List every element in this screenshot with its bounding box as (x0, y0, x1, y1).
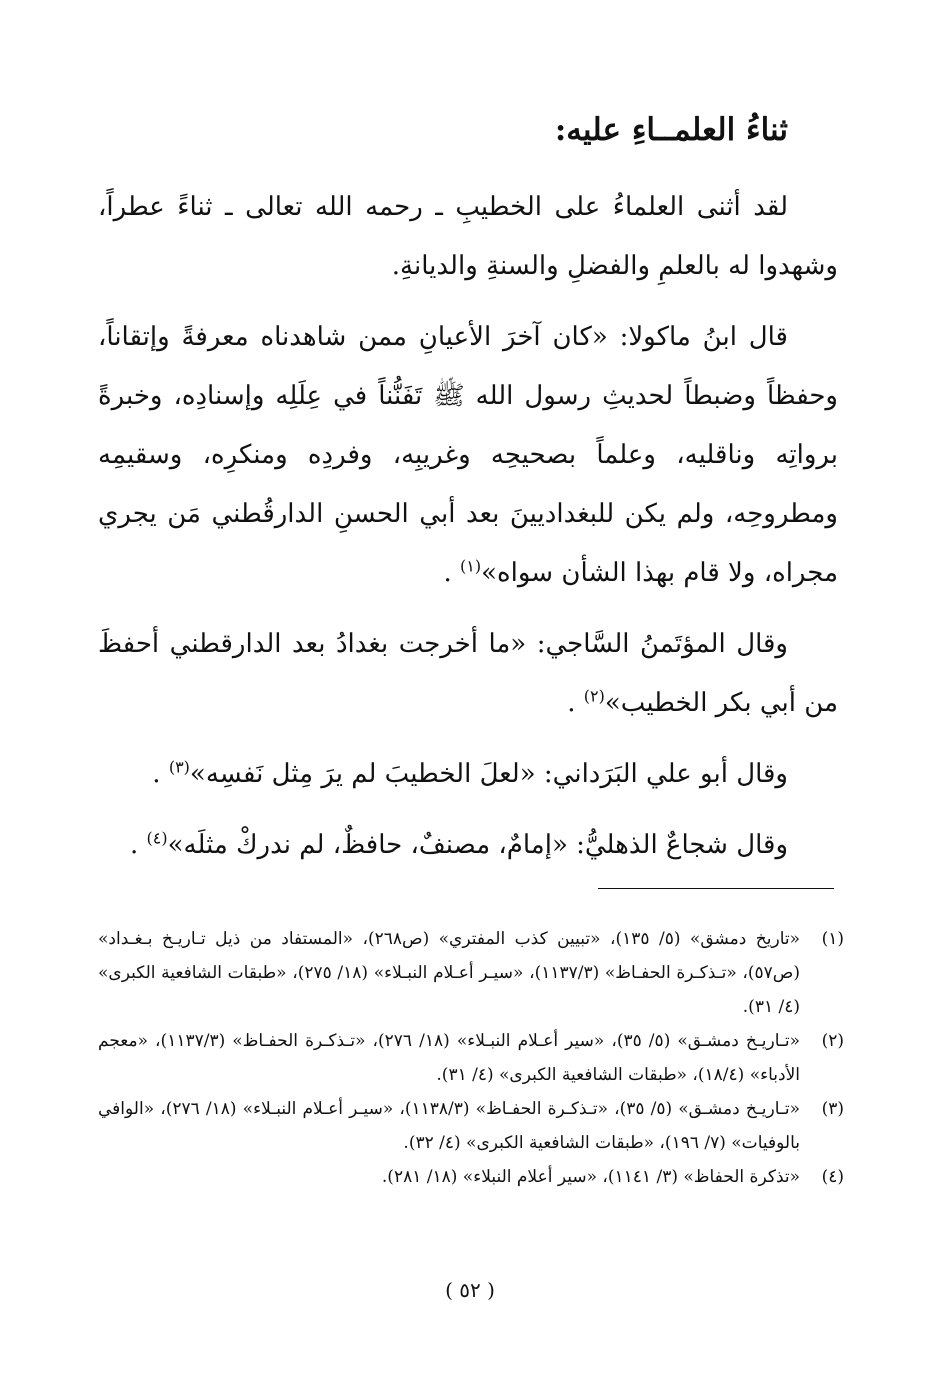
footnote-item (98, 922, 844, 1024)
footnote-item (98, 1024, 844, 1092)
footnote-number: (٢) (821, 1031, 844, 1051)
footnote-text: «تذكرة الحفاظ» (٣/ ١١٤١)، «سير أعلام النبلاء» (١٨/ ٢٨١). (381, 1167, 800, 1187)
footnote-text: «تـاريـخ دمشـق» (٥/ ٣٥)، «سير أعـلام النبـلاء» (١٨/ ٢٧٦)، «تـذكـرة الحفـاظ» (١١٣٧/٣)، «معجم الأدباء» (١٨/٤)، «طبقات الشافعية الكبرى» (٤/ ٣١). (98, 1031, 801, 1085)
paragraph-end-mark: . (567, 688, 576, 718)
paragraph-saji (98, 615, 838, 733)
paragraph-dhuhli (98, 816, 838, 875)
footnote-text: «تاريخ دمشق» (٥/ ١٣٥)، «تبيين كذب المفتري» (ص٢٦٨)، «المستفاد من ذيل تـاريـخ بـغـداد» (ص٥٧)، «تـذكـرة الحفـاظ» (١١٣٧/٣)، «سيـر أعـلام النبـلاء» (١٨/ ٢٧٥)، «طبقات الشافعية الكبرى» (٤/ ٣١). (98, 929, 801, 1017)
paragraph-end-mark: . (443, 558, 452, 588)
paragraph-intro (98, 178, 838, 296)
paragraph-bardani (98, 745, 838, 804)
footnote-reference: (٤) (146, 828, 168, 848)
section-heading: ثناءُ العلمــاءِ عليه: (554, 112, 788, 148)
paragraph-text: قال ابنُ ماكولا: «كان آخرَ الأعيانِ ممن شاهدناه معرفةً وإتقاناً، وحفظاً وضبطاً لحديثِ رسول الله ﷺ تَفَنُّناً في عِلَلِه وإسنادِه، وخبرةً برواتِه وناقليه، وعلماً بصحيحِه وغريبِه، وفردِه ومنكرِه، وسقيمِه ومطروحِه، ولم يكن للبغداديينَ بعد أبي الحسنِ الدارقُطني مَن يجري مجراه، ولا قام بهذا الشأن سواه» (98, 322, 838, 588)
footnote-reference: (٣) (168, 757, 190, 777)
paragraph-end-mark: . (152, 759, 161, 789)
footnote-number: (٣) (821, 1099, 844, 1119)
paragraph-ibn-makula (98, 308, 838, 603)
paragraph-text: وقال المؤتَمنُ السَّاجي: «ما أخرجت بغدادُ بعد الدارقطني أحفظَ من أبي بكر الخطيب» (98, 629, 838, 718)
page-number: ( ٥٢ ) (445, 1278, 495, 1302)
footnote-reference: (٢) (583, 686, 605, 706)
footnote-separator (598, 888, 834, 889)
footnote-reference: (١) (460, 556, 482, 576)
paragraph-end-mark: . (130, 830, 139, 860)
footnote-text: «تـاريـخ دمشـق» (٥/ ٣٥)، «تـذكـرة الحفـاظ» (١١٣٨/٣)، «سيـر أعـلام النبـلاء» (١٨/ ٢٧٦)، «الوافي بالوفيات» (٧/ ١٩٦)، «طبقات الشافعية الكبرى» (٤/ ٣٢). (98, 1099, 801, 1153)
footnote-item (98, 1092, 844, 1160)
paragraph-text: وقال أبو علي البَرَداني: «لعلَ الخطيبَ لم يرَ مِثل نَفسِه» (189, 759, 788, 789)
footnote-item (98, 1160, 844, 1194)
paragraph-text: وقال شجاعٌ الذهليُّ: «إمامٌ، مصنفٌ، حافظٌ، لم ندركْ مثلَه» (167, 830, 788, 860)
footnote-number: (٤) (821, 1167, 844, 1187)
footnote-number: (١) (821, 929, 844, 949)
footnotes (98, 922, 844, 1194)
main-text (98, 178, 838, 887)
paragraph-text: لقد أثنى العلماءُ على الخطيبِ ـ رحمه الله تعالى ـ ثناءً عطراً، وشهدوا له بالعلمِ والفضلِ والسنةِ والديانةِ. (98, 192, 838, 281)
